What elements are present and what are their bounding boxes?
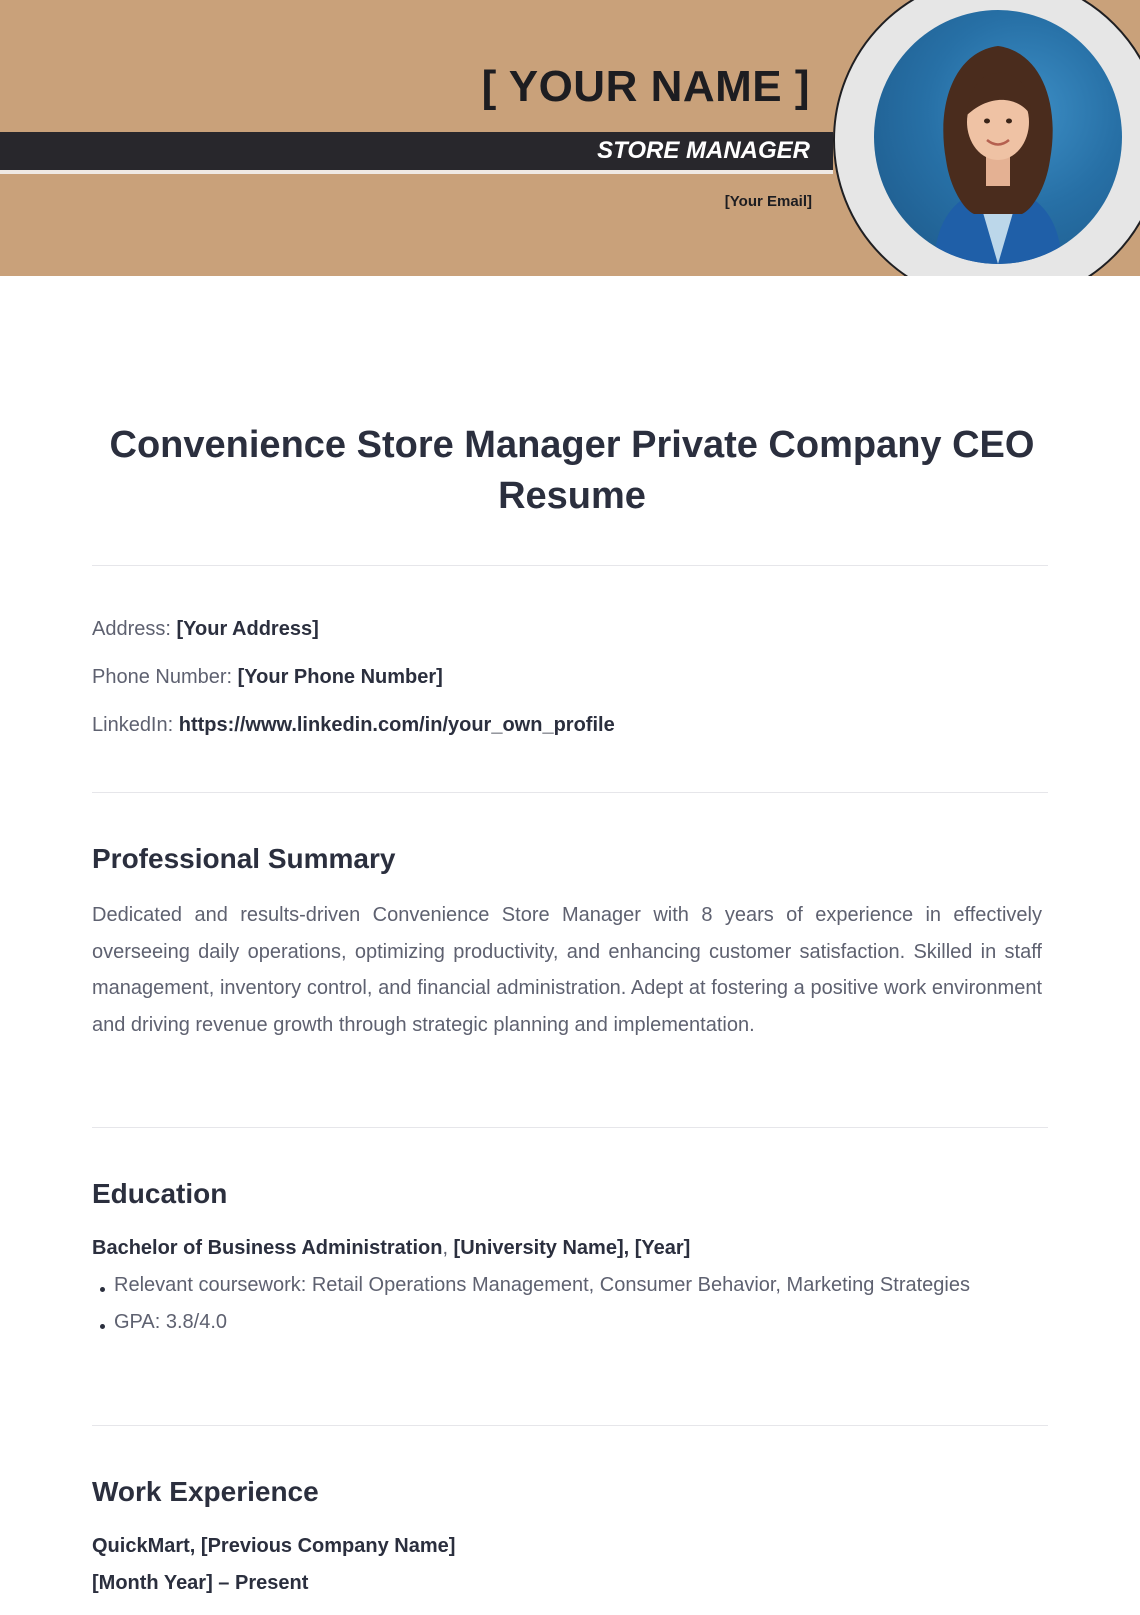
linkedin-label: LinkedIn: (92, 714, 174, 736)
university-year: [University Name], [Year] (448, 1237, 691, 1259)
person-portrait-icon (874, 10, 1122, 264)
candidate-email: [Your Email] (724, 193, 812, 210)
degree-separator: , (442, 1237, 448, 1259)
linkedin-link[interactable]: https://www.linkedin.com/in/your_own_profile (178, 714, 615, 736)
resume-header (0, 0, 1140, 276)
education-details (92, 1267, 1022, 1340)
candidate-role: STORE MANAGER (597, 137, 810, 164)
degree-name: Bachelor of Business Administration (92, 1237, 443, 1259)
experience-heading: Work Experience (92, 1476, 319, 1507)
list-item: Relevant coursework: Retail Operations Management, Consumer Behavior, Marketing Strategies (92, 1267, 1022, 1304)
phone-label: Phone Number: (92, 666, 233, 688)
phone-line (92, 666, 443, 689)
profile-photo (874, 10, 1122, 264)
address-line (92, 618, 319, 641)
section-divider (92, 565, 1048, 566)
address-label: Address: (92, 618, 171, 640)
section-divider (92, 1127, 1048, 1128)
summary-text: Dedicated and results-driven Convenience Store Manager with 8 years of experience in effectively overseeing daily operations, optimizing productivity, and enhancing customer satisfaction. Skilled in staff management, inventory control, and financial administration. Adept at fostering a positive work environment and driving revenue growth through strategic planning and implementation. (92, 904, 1042, 1037)
summary-heading: Professional Summary (92, 843, 396, 874)
list-item: GPA: 3.8/4.0 (92, 1304, 1022, 1341)
linkedin-line (92, 714, 615, 737)
phone-value: [Your Phone Number] (237, 666, 443, 688)
section-divider (92, 792, 1048, 793)
document-title: Convenience Store Manager Private Company CEO Resume (109, 424, 1035, 517)
company-name: QuickMart, [Previous Company Name] (92, 1535, 456, 1557)
education-heading: Education (92, 1178, 228, 1209)
address-value: [Your Address] (176, 618, 319, 640)
section-divider (92, 1425, 1048, 1426)
education-entry (92, 1237, 690, 1260)
candidate-name: [ YOUR NAME ] (481, 62, 810, 111)
employment-dates: [Month Year] – Present (92, 1572, 309, 1594)
